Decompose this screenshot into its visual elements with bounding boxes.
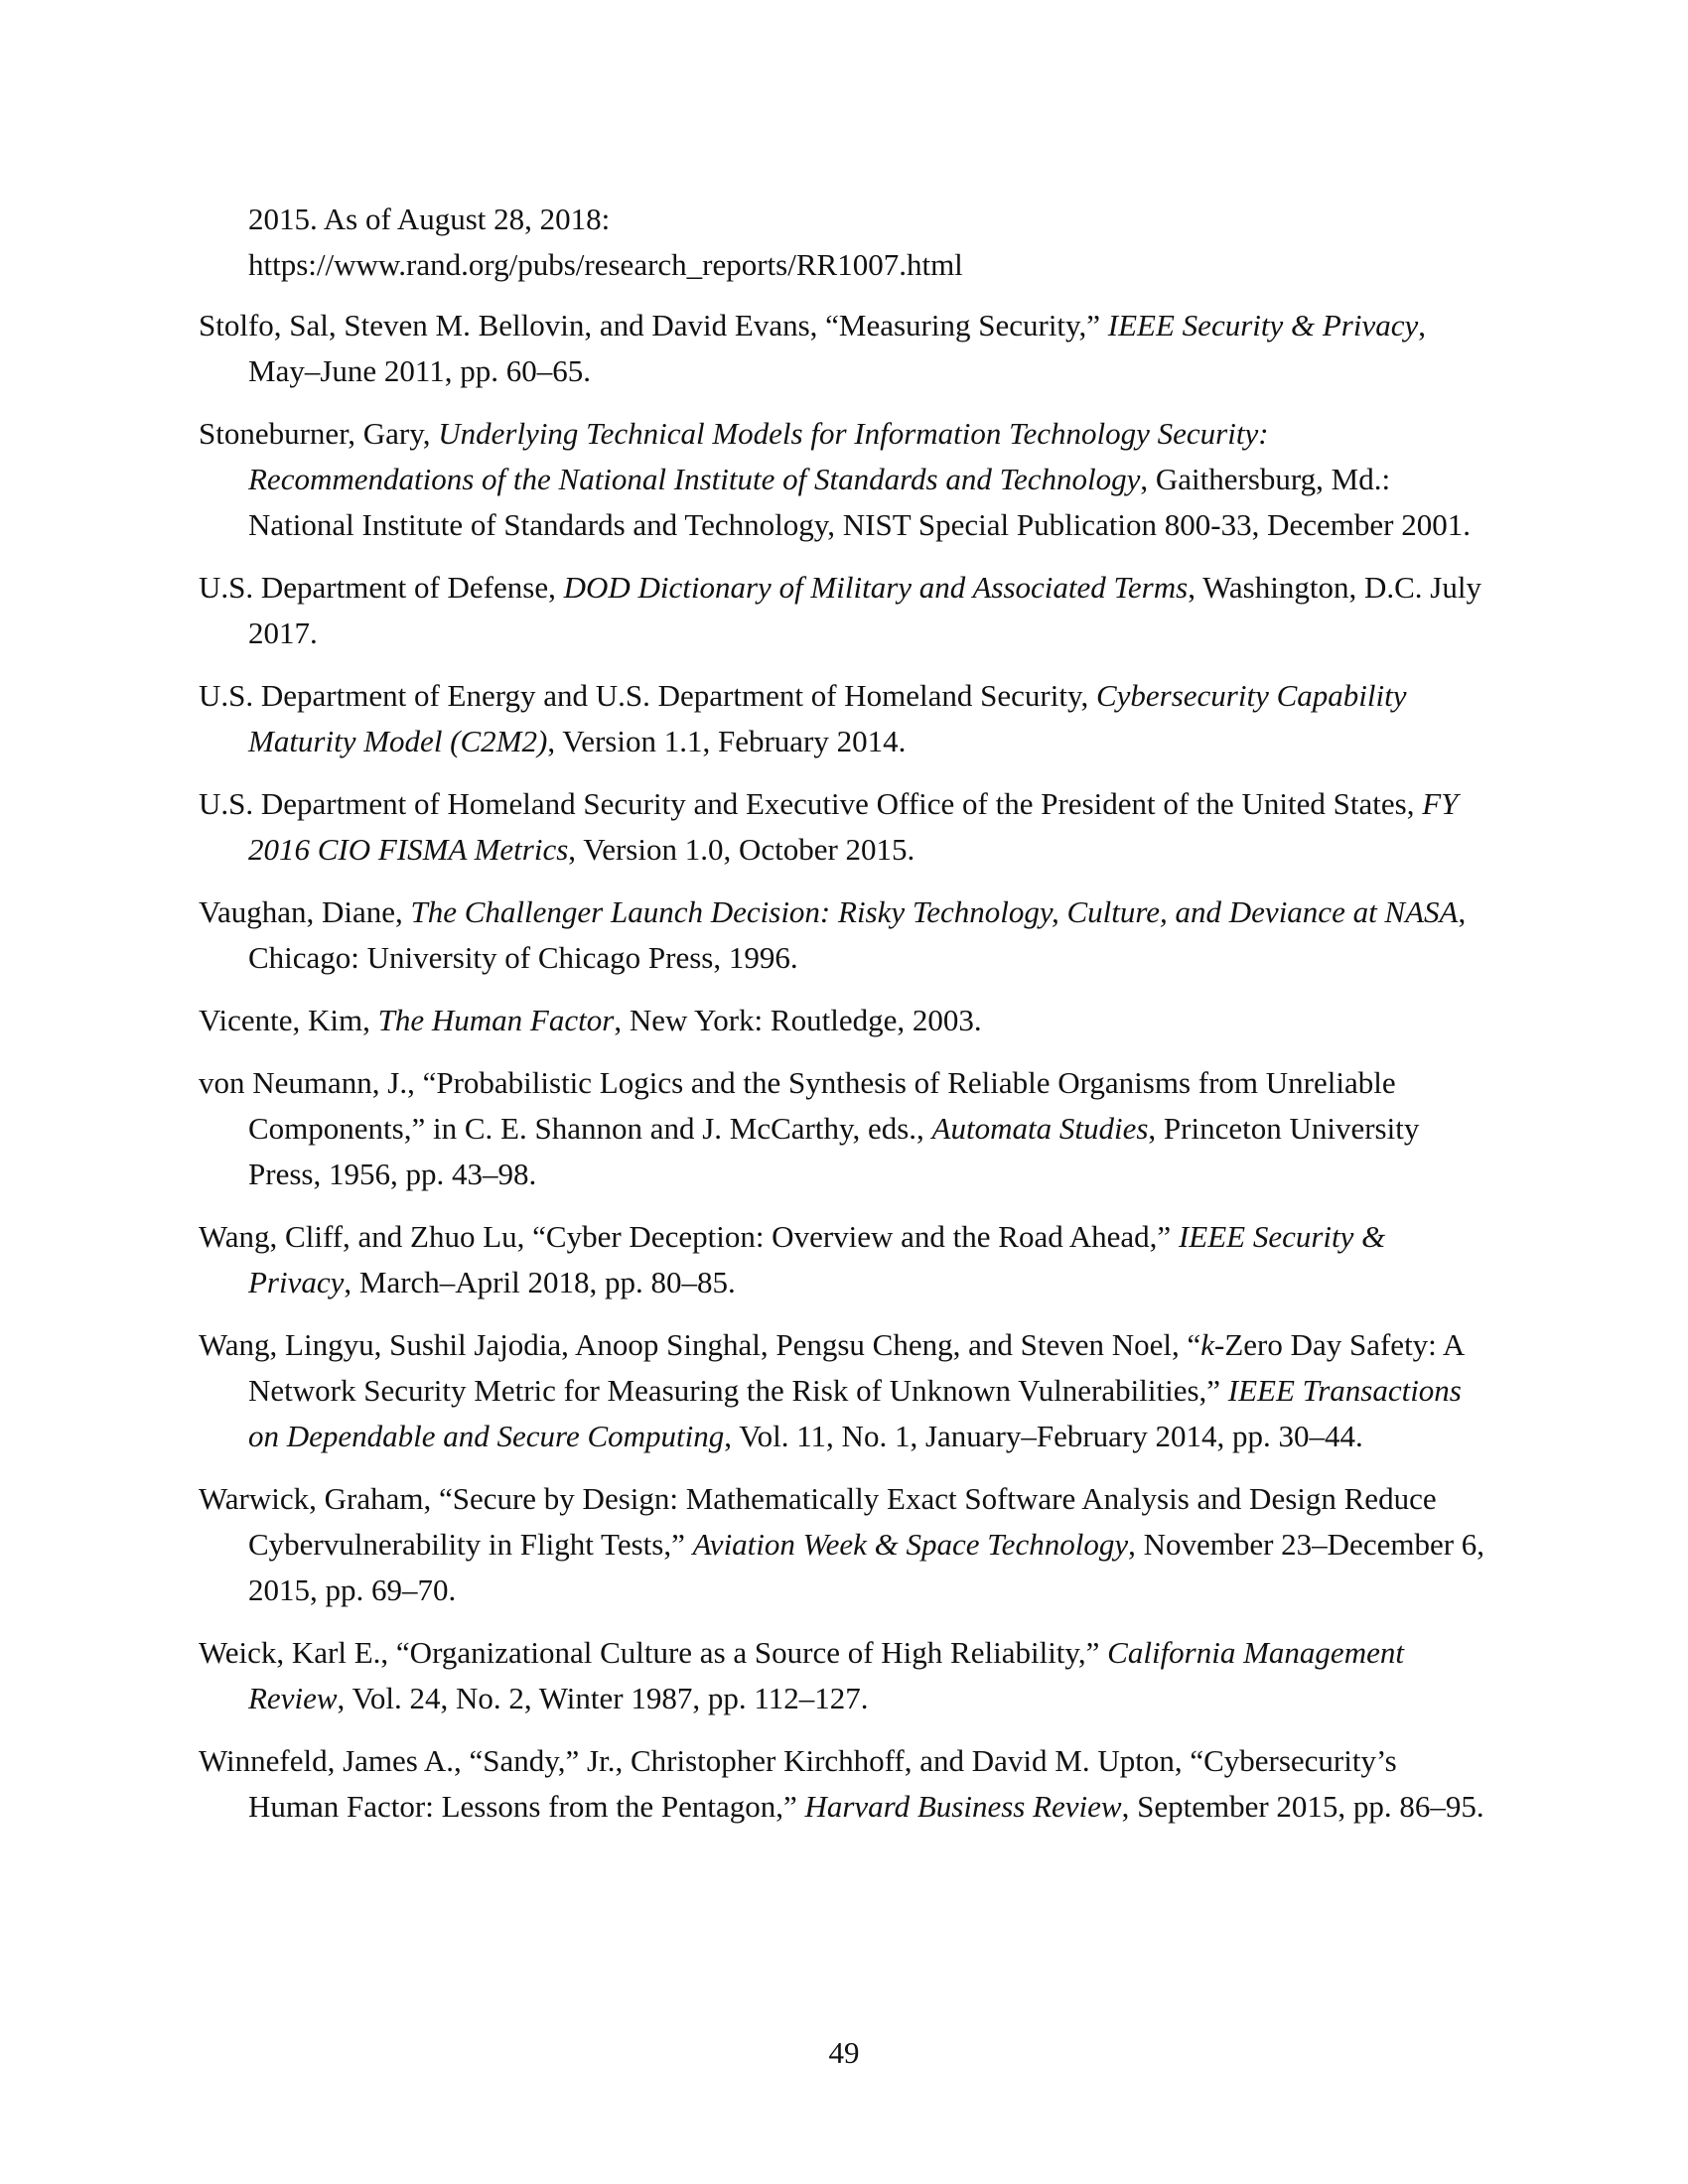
reference-title: Aviation Week & Space Technology [692,1527,1129,1562]
reference-title: Automata Studies [931,1111,1149,1146]
reference-entry-winnefeld [199,1738,1489,1830]
reference-entry-wang-cliff [199,1214,1489,1305]
reference-text: Vicente, Kim, [199,1003,378,1037]
reference-text: Winnefeld, James A., “Sandy,” Jr., Christopher Kirchhoff, and David M. Upton, “Cybersecurity’s Human Factor: Lessons from the Pentagon,” [199,1743,1397,1824]
reference-details: , September 2015, pp. 86–95. [1121,1789,1484,1824]
reference-entry-stolfo [199,303,1489,394]
reference-text: Weick, Karl E., “Organizational Culture as a Source of High Reliability,” [199,1635,1108,1670]
reference-entry-dhs-eop [199,781,1489,873]
reference-entry-wang-lingyu [199,1322,1489,1459]
reference-list [199,197,1489,1846]
reference-title: Cybersecurity Capability Maturity Model (C2M2) [248,678,1407,758]
reference-entry-vaughan [199,889,1489,981]
reference-text-continued: -Zero Day Safety: A Network Security Metric for Measuring the Risk of Unknown Vulnerabilities,” [248,1327,1464,1408]
reference-details: , New York: Routledge, 2003. [614,1003,982,1037]
reference-details: , Vol. 24, No. 2, Winter 1987, pp. 112–127. [337,1681,869,1715]
reference-title: The Human Factor [377,1003,615,1037]
reference-details: , Gaithersburg, Md.: National Institute of Standards and Technology, NIST Special Publication 800-33, December 2001. [248,462,1471,542]
reference-text: U.S. Department of Energy and U.S. Department of Homeland Security, [199,678,1096,713]
reference-details: , Version 1.1, February 2014. [547,724,907,758]
reference-title: Underlying Technical Models for Information Technology Security: Recommendations of the National Institute of Standards and Technology [248,416,1269,496]
reference-text: Stoneburner, Gary, [199,416,439,451]
reference-details: , March–April 2018, pp. 80–85. [344,1265,736,1299]
reference-entry-warwick [199,1476,1489,1613]
reference-title: IEEE Security & Privacy [248,1219,1386,1299]
reference-details: , May–June 2011, pp. 60–65. [248,308,1426,388]
reference-text: Wang, Cliff, and Zhuo Lu, “Cyber Deception: Overview and the Road Ahead,” [199,1219,1179,1254]
reference-details: , Princeton University Press, 1956, pp. 43–98. [248,1111,1420,1191]
reference-continuation [248,197,1489,288]
reference-text: Warwick, Graham, “Secure by Design: Mathematically Exact Software Analysis and Design Reduce Cybervulnerability in Flight Tests,” [199,1481,1437,1562]
reference-title: Harvard Business Review [804,1789,1122,1824]
reference-details: , Chicago: University of Chicago Press, 1996. [248,894,1467,975]
reference-details: , Version 1.0, October 2015. [568,832,915,867]
reference-italic-k: k [1200,1327,1214,1362]
reference-text: Stolfo, Sal, Steven M. Bellovin, and David Evans, “Measuring Security,” [199,308,1108,342]
reference-details: , November 23–December 6, 2015, pp. 69–70. [248,1527,1485,1607]
reference-entry-weick [199,1630,1489,1721]
reference-title: FY 2016 CIO FISMA Metrics [248,786,1459,867]
reference-text: U.S. Department of Homeland Security and Executive Office of the President of the United States, [199,786,1423,821]
reference-title: California Management Review [248,1635,1404,1715]
reference-text: von Neumann, J., “Probabilistic Logics and the Synthesis of Reliable Organisms from Unreliable Components,” in C. E. Shannon and J. McCarthy, eds., [199,1065,1396,1146]
reference-title: IEEE Security & Privacy [1107,308,1419,342]
reference-text: Wang, Lingyu, Sushil Jajodia, Anoop Singhal, Pengsu Cheng, and Steven Noel, “ [199,1327,1201,1362]
reference-text: U.S. Department of Defense, [199,570,564,605]
page-number: 49 [828,2035,860,2070]
reference-title: DOD Dictionary of Military and Associated Terms [563,570,1189,605]
reference-details: , Washington, D.C. July 2017. [248,570,1481,650]
reference-entry-von-neumann [199,1060,1489,1197]
reference-text: Vaughan, Diane, [199,894,411,929]
reference-entry-doe-dhs [199,673,1489,764]
continuation-date: 2015. As of August 28, 2018: [248,202,611,236]
reference-entry-dod [199,565,1489,656]
reference-entry-stoneburner [199,411,1489,548]
continuation-url: https://www.rand.org/pubs/research_reports/RR1007.html [248,247,963,282]
reference-title: IEEE Transactions on Dependable and Secure Computing [248,1373,1462,1453]
reference-details: , Vol. 11, No. 1, January–February 2014, pp. 30–44. [724,1419,1363,1453]
reference-title: The Challenger Launch Decision: Risky Technology, Culture, and Deviance at NASA [410,894,1459,929]
reference-entry-vicente [199,998,1489,1043]
